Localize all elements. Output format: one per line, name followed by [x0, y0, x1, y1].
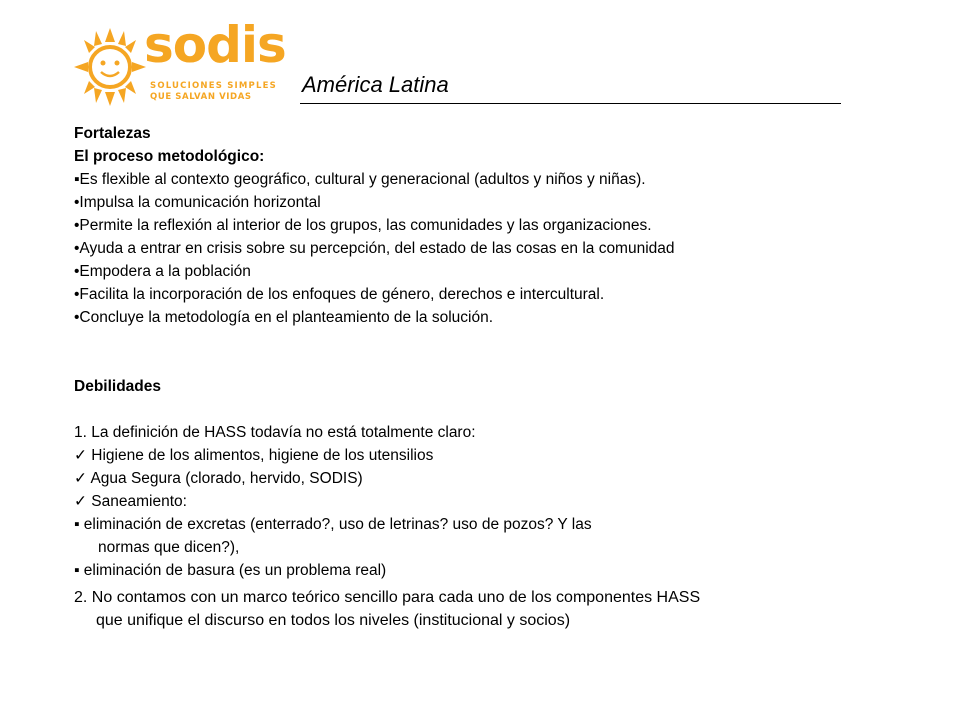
- check-item: ✓ Saneamiento:: [74, 493, 187, 510]
- page-title: América Latina: [302, 72, 449, 97]
- fortalezas-item: •Ayuda a entrar en crisis sobre su percepción, del estado de las cosas en la comunidad: [74, 240, 675, 257]
- debilidades-point-2-continuation: que unifique el discurso en todos los niveles (institucional y socios): [96, 612, 571, 629]
- check-item: ✓ Agua Segura (clorado, hervido, SODIS): [74, 470, 363, 487]
- fortalezas-item: •Permite la reflexión al interior de los grupos, las comunidades y las organizaciones.: [74, 217, 652, 234]
- sub-item-continuation: normas que dicen?),: [98, 539, 240, 556]
- fortalezas-item: •Concluye la metodología en el planteamiento de la solución.: [74, 309, 494, 326]
- spacer: [74, 398, 874, 421]
- fortalezas-item: •Impulsa la comunicación horizontal: [74, 194, 321, 211]
- logo-tagline-1: SOLUCIONES SIMPLES: [150, 81, 277, 91]
- sub-item: ▪ eliminación de basura (es un problema real): [74, 562, 387, 579]
- title-divider: [300, 103, 841, 104]
- spacer: [74, 329, 874, 375]
- debilidades-point-2: 2. No contamos con un marco teórico sencillo para cada uno de los componentes HASS: [74, 589, 701, 606]
- content: [74, 122, 874, 632]
- debilidades-point-1: 1. La definición de HASS todavía no está totalmente claro:: [74, 424, 476, 441]
- fortalezas-heading: Fortalezas: [74, 125, 151, 142]
- fortalezas-item: ▪Es flexible al contexto geográfico, cultural y generacional (adultos y niños y niñas).: [74, 171, 646, 188]
- sun-icon: [72, 26, 148, 108]
- check-item: ✓ Higiene de los alimentos, higiene de los utensilios: [74, 447, 434, 464]
- logo-wordmark: sodis: [144, 16, 286, 74]
- sub-item: ▪ eliminación de excretas (enterrado?, uso de letrinas? uso de pozos? Y las: [74, 516, 592, 533]
- fortalezas-item: •Facilita la incorporación de los enfoques de género, derechos e intercultural.: [74, 286, 605, 303]
- logo-tagline-2: QUE SALVAN VIDAS: [150, 92, 252, 102]
- fortalezas-item: •Empodera a la población: [74, 263, 251, 280]
- debilidades-heading: Debilidades: [74, 378, 161, 395]
- sodis-logo: [72, 16, 286, 108]
- fortalezas-subheading: El proceso metodológico:: [74, 148, 265, 165]
